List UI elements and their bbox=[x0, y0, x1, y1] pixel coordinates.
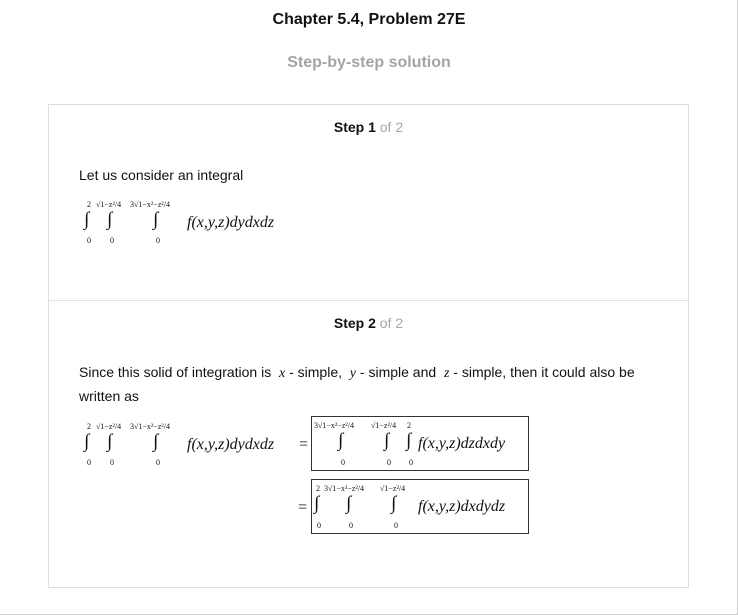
var-y: y bbox=[349, 366, 357, 381]
step-1-header bbox=[49, 119, 688, 135]
integrand: f(x,y,z)dydxdz bbox=[187, 436, 275, 453]
step-2-text-b: - simple, bbox=[285, 364, 346, 380]
step-divider bbox=[49, 300, 688, 301]
bound-upper-3: 2 bbox=[407, 421, 411, 430]
bound-lower-3: 0 bbox=[394, 521, 398, 530]
integral-sign-icon: ∫ bbox=[406, 430, 412, 451]
bound-upper-2: √1−z²/4 bbox=[96, 200, 122, 209]
bound-upper-2: √1−z²/4 bbox=[371, 421, 397, 430]
integral-sign-icon: ∫ bbox=[153, 431, 159, 452]
page-title: Chapter 5.4, Problem 27E bbox=[272, 11, 466, 28]
equals-sign: = bbox=[298, 499, 308, 516]
bound-upper-3: √1−z²/4 bbox=[380, 484, 406, 493]
integrand: f(x,y,z)dydxdz bbox=[187, 214, 275, 231]
bound-lower-1: 0 bbox=[87, 236, 91, 245]
step-2-lhs-integral bbox=[83, 421, 313, 469]
bound-upper-3: 3√1−x²−z²/4 bbox=[130, 422, 170, 431]
step-2-text bbox=[79, 361, 679, 407]
integral-sign-icon: ∫ bbox=[391, 493, 397, 514]
step-2-label: Step 2 bbox=[333, 315, 376, 331]
integral-sign-icon: ∫ bbox=[314, 493, 320, 514]
integrand: f(x,y,z)dxdydz bbox=[418, 498, 506, 515]
solution-card bbox=[48, 104, 689, 588]
bound-lower-1: 0 bbox=[317, 521, 321, 530]
step-1-integral bbox=[83, 199, 323, 247]
integral-sign-icon: ∫ bbox=[84, 209, 90, 230]
bound-upper-3: 3√1−x²−z²/4 bbox=[130, 200, 170, 209]
integral-sign-icon: ∫ bbox=[107, 209, 113, 230]
equals-sign: = bbox=[299, 436, 309, 453]
integrand: f(x,y,z)dzdxdy bbox=[418, 435, 506, 452]
var-x: x bbox=[279, 366, 286, 381]
step-2-count: of 2 bbox=[375, 315, 404, 331]
bound-upper-2: √1−z²/4 bbox=[96, 422, 122, 431]
step-2-text-c: - simple and bbox=[356, 364, 441, 380]
bound-lower-2: 0 bbox=[387, 458, 391, 467]
bound-upper-2: 3√1−x²−z²/4 bbox=[324, 484, 364, 493]
bound-lower-3: 0 bbox=[156, 236, 160, 245]
bound-lower-3: 0 bbox=[409, 458, 413, 467]
rhs-integral-box-1 bbox=[311, 416, 529, 471]
integral-sign-icon: ∫ bbox=[338, 430, 344, 451]
integral-sign-icon: ∫ bbox=[346, 493, 352, 514]
bound-upper-1: 3√1−x²−z²/4 bbox=[314, 421, 354, 430]
integral-sign-icon: ∫ bbox=[384, 430, 390, 451]
bound-lower-1: 0 bbox=[87, 458, 91, 467]
step-1-text: Let us consider an integral bbox=[79, 167, 244, 183]
step-2-header bbox=[49, 315, 688, 331]
integral-sign-icon: ∫ bbox=[153, 209, 159, 230]
bound-upper-1: 2 bbox=[87, 422, 91, 431]
bound-lower-2: 0 bbox=[110, 236, 114, 245]
bound-lower-3: 0 bbox=[156, 458, 160, 467]
bound-upper-1: 2 bbox=[87, 200, 91, 209]
integral-sign-icon: ∫ bbox=[107, 431, 113, 452]
var-z: z bbox=[443, 366, 450, 381]
step-1-count: of 2 bbox=[375, 119, 404, 135]
page-subtitle: Step-by-step solution bbox=[287, 54, 451, 71]
step-2-text-d: - simple, then it could also be bbox=[449, 364, 635, 380]
bound-upper-1: 2 bbox=[316, 484, 320, 493]
step-1-label: Step 1 bbox=[333, 119, 376, 135]
bound-lower-2: 0 bbox=[110, 458, 114, 467]
bound-lower-1: 0 bbox=[341, 458, 345, 467]
step-2-text-a: Since this solid of integration is bbox=[79, 364, 272, 380]
integral-sign-icon: ∫ bbox=[84, 431, 90, 452]
bound-lower-2: 0 bbox=[349, 521, 353, 530]
rhs-integral-box-2 bbox=[311, 479, 529, 534]
step-2-text-e: written as bbox=[79, 388, 139, 404]
